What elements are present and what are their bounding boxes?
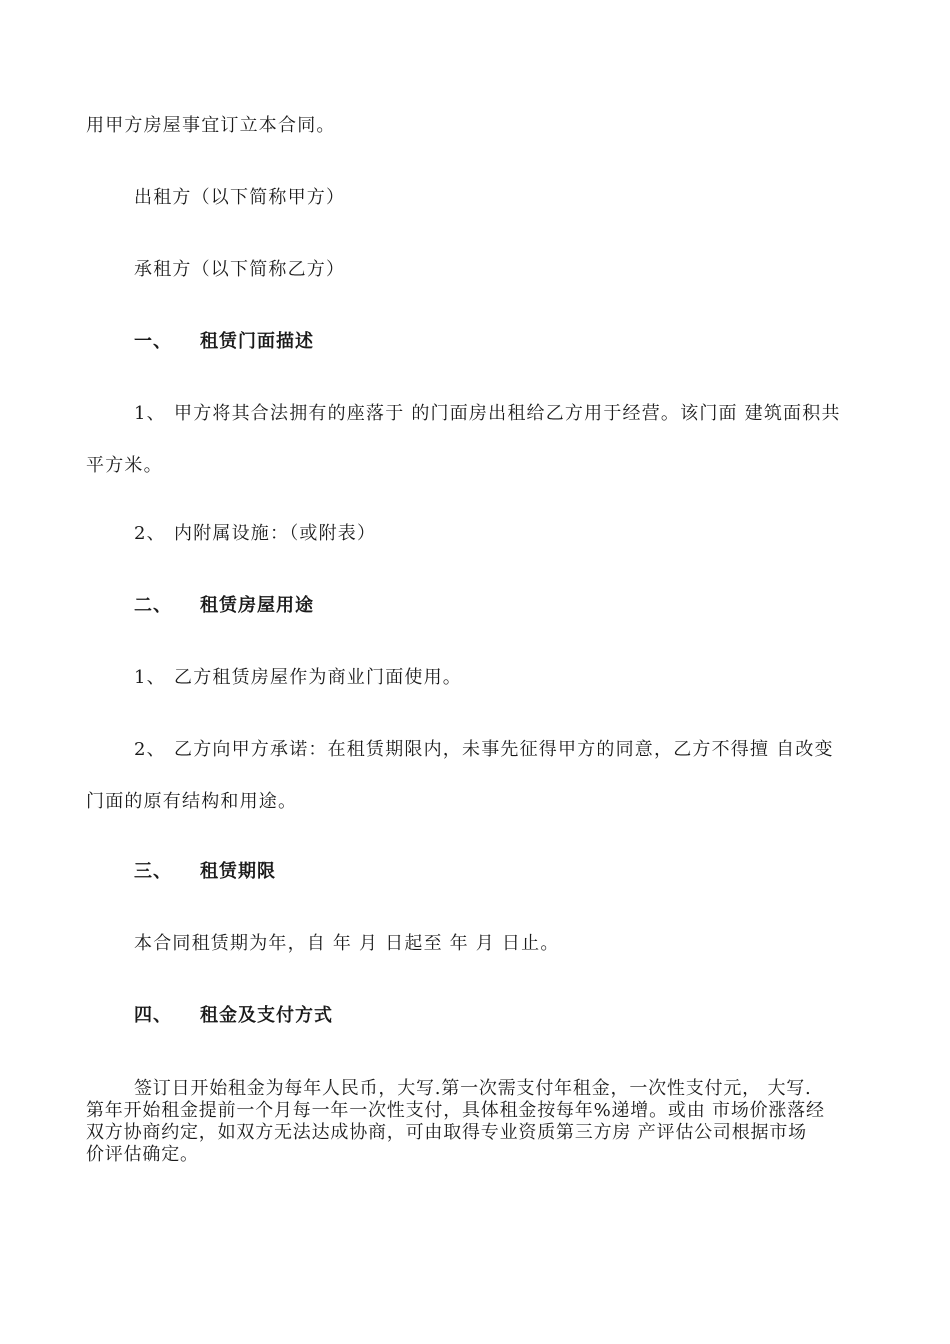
paragraph-line: 第年开始租金提前一个月每一年一次性支付，具体租金按每年%递增。或由 市场价涨落经 [86, 1100, 825, 1121]
clause-2-2 [134, 738, 834, 762]
rent-payment-paragraph [86, 1078, 886, 1166]
clause-number: 2、 [134, 739, 166, 760]
paragraph-line: 签订日开始租金为每年人民币，大写.第一次需支付年租金，一次性支付元， 大写. [134, 1078, 812, 1099]
intro-line: 用甲方房屋事宜订立本合同。 [86, 115, 336, 136]
section-heading-4 [134, 1004, 333, 1028]
section-title: 租赁房屋用途 [200, 595, 314, 616]
clause-1-1 [134, 402, 841, 426]
lessor-line: 出租方（以下简称甲方） [134, 187, 346, 208]
paragraph-line: 价评估确定。 [86, 1144, 199, 1165]
section-number: 四、 [134, 1005, 172, 1026]
lease-term-text: 本合同租赁期为年，自 年 月 日起至 年 月 日止。 [134, 933, 560, 954]
clause-1-1-continuation: 平方米。 [86, 455, 163, 476]
paragraph-line: 双方协商约定，如双方无法达成协商，可由取得专业资质第三方房 产评估公司根据市场 [86, 1122, 807, 1143]
clause-2-1 [134, 666, 462, 690]
section-title: 租赁期限 [200, 861, 276, 882]
clause-number: 1、 [134, 667, 166, 688]
clause-text: 乙方租赁房屋作为商业门面使用。 [174, 667, 462, 688]
section-title: 租赁门面描述 [200, 331, 314, 352]
section-number: 一、 [134, 331, 172, 352]
clause-number: 1、 [134, 403, 166, 424]
clause-1-2 [134, 522, 376, 546]
clause-text: 甲方将其合法拥有的座落于 的门面房出租给乙方用于经营。该门面 建筑面积共 [174, 403, 841, 424]
section-heading-3 [134, 860, 276, 884]
section-title: 租金及支付方式 [200, 1005, 333, 1026]
clause-2-2-continuation: 门面的原有结构和用途。 [86, 791, 298, 812]
section-number: 二、 [134, 595, 172, 616]
section-number: 三、 [134, 861, 172, 882]
clause-number: 2、 [134, 523, 166, 544]
lessee-line: 承租方（以下简称乙方） [134, 259, 346, 280]
section-heading-2 [134, 594, 314, 618]
clause-text: 内附属设施：（或附表） [174, 523, 377, 544]
section-heading-1 [134, 330, 314, 354]
clause-text: 乙方向甲方承诺：在租赁期限内，未事先征得甲方的同意，乙方不得擅 自改变 [174, 739, 834, 760]
